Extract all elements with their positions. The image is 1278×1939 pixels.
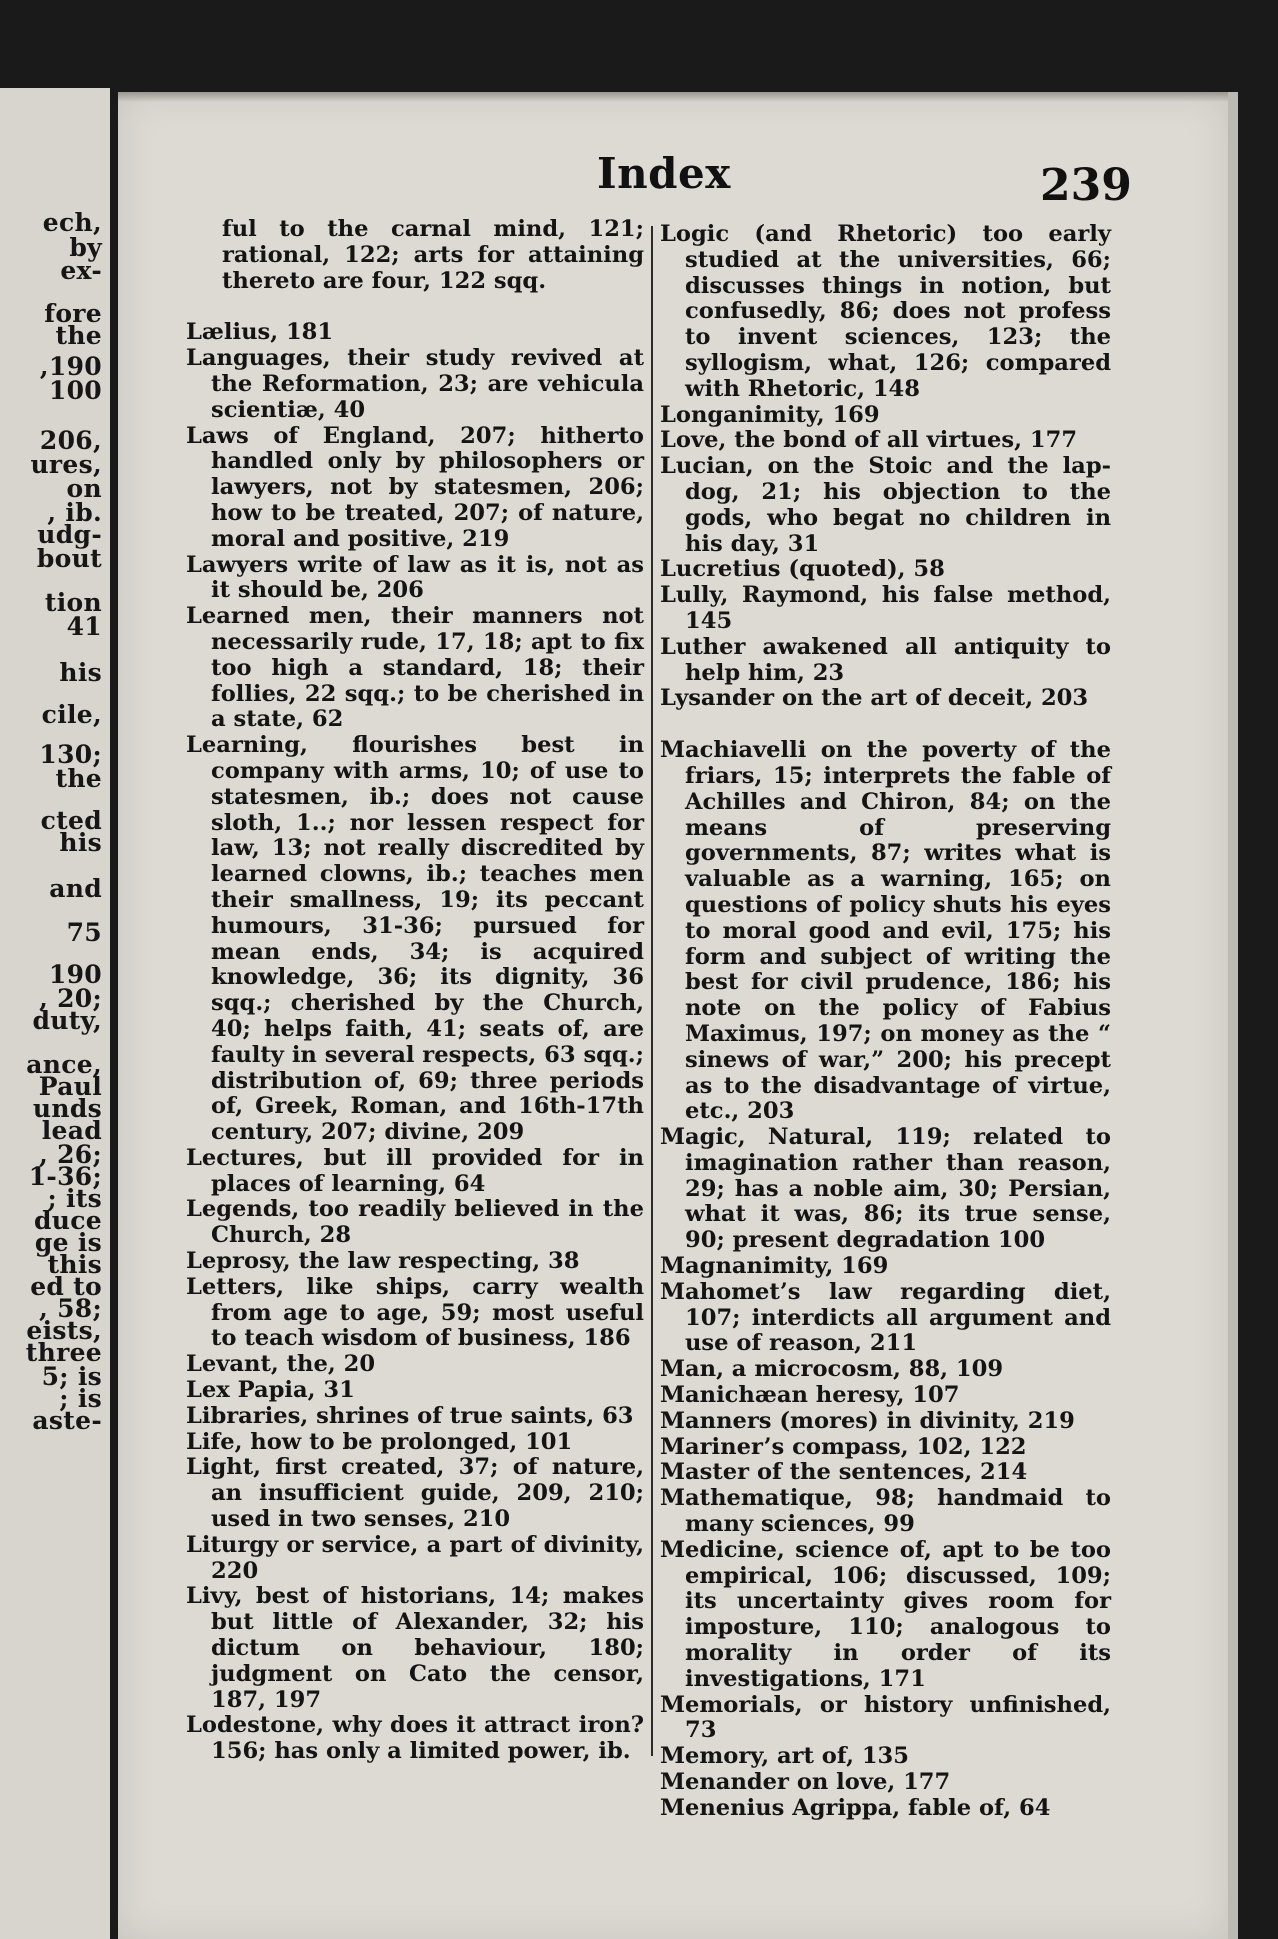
previous-page-fragment: 75 [66,918,102,947]
column-divider [651,226,653,1756]
index-entry: Lucretius (quoted), 58 [660,556,945,583]
previous-page-fragment: ed to [30,1272,102,1301]
index-entry: Menander on love, 177 [660,1769,951,1796]
index-entry: Laws of England, 207; hitherto handled only by philosophers or lawyers, not by statesmen, 206; how to be treated, 207; of nature, moral and positive, 219 [186,422,644,552]
previous-page-fragment: the [55,764,102,793]
index-entry: Lysander on the art of deceit, 203 [660,685,1089,712]
index-entry: Memory, art of, 135 [660,1743,909,1770]
previous-page-fragment: Paul [38,1072,102,1101]
previous-page-fragment: 5; is [41,1362,102,1391]
previous-page-fragment: duty, [32,1006,102,1035]
previous-page-fragment: three [25,1338,102,1367]
previous-page-strip [0,88,110,1939]
index-entry: Lex Papia, 31 [186,1377,355,1404]
index-entry: Mariner’s compass, 102, 122 [660,1433,1027,1460]
previous-page-fragment: udg- [37,520,102,549]
previous-page-fragment: aste- [32,1406,102,1435]
index-entry: Lawyers write of law as it is, not as it should be, 206 [186,551,644,604]
previous-page-fragment: by [69,233,102,262]
previous-page-fragment: tion [44,588,102,617]
index-entry: Light, first created, 37; of nature, an insufficient guide, 209, 210; used in two senses, 210 [186,1454,644,1533]
index-entry: Memorials, or history unfinished, 73 [660,1691,1111,1744]
index-column-left [186,217,644,1765]
index-entry: Man, a microcosm, 88, 109 [660,1356,1004,1383]
index-entry: Levant, the, 20 [186,1351,376,1378]
previous-page-fragment: 41 [66,612,102,641]
previous-page-fragment: and [49,874,102,903]
previous-page-fragment: duce [34,1206,102,1235]
previous-page-fragment: ex- [60,256,102,285]
index-entry: Manichæan heresy, 107 [660,1382,960,1409]
previous-page-fragment: eists, [26,1316,102,1345]
previous-page-fragment: ; is [59,1384,102,1413]
index-entry: Letters, like ships, carry wealth from age to age, 59; most useful to teach wisdom of business, 186 [186,1273,644,1352]
index-entry: Magic, Natural, 119; related to imagination rather than reason, 29; has a noble aim, 30; Persian, what it was, 86; its true sense, 90; present degradation 100 [660,1124,1111,1254]
previous-page-fragment: his [59,658,102,687]
index-entry: Mathematique, 98; handmaid to many sciences, 99 [660,1485,1111,1538]
previous-page-fragment: ,190 [39,352,102,381]
index-entry: Lectures, but ill provided for in places of learning, 64 [186,1144,644,1197]
index-entry: Longanimity, 169 [660,401,880,428]
index-entry: ful to the carnal mind, 121; rational, 122; arts for attaining thereto are four, 122 sqq. [222,216,644,294]
previous-page-fragment: , ib. [47,498,102,527]
previous-page-fragment: ge is [34,1228,102,1257]
previous-page-fragment: 100 [48,376,102,405]
index-entry: Medicine, science of, apt to be too empirical, 106; discussed, 109; its uncertainty gives room for imposture, 110; analogous to morality in order of its investigations, 171 [660,1536,1111,1692]
index-entry: Livy, best of historians, 14; makes but little of Alexander, 32; his dictum on behaviour, 180; judgment on Cato the censor, 187, 197 [186,1583,644,1713]
index-entry: Leprosy, the law respecting, 38 [186,1248,580,1275]
index-entry: Logic (and Rhetoric) too early studied at the universities, 66; discusses things in notion, but confusedly, 86; does not profess to invent sciences, 123; the syllogism, what, 126; compared with Rhetoric, 148 [660,221,1111,402]
previous-page-fragment: 130; [39,740,102,769]
index-entry: Lælius, 181 [186,319,334,346]
index-entry: Luther awakened all antiquity to help him, 23 [660,633,1111,686]
index-entry: Lucian, on the Stoic and the lap-dog, 21; his objection to the gods, who begat no children in his day, 31 [660,453,1111,557]
previous-page-fragment: the [55,321,102,350]
index-entry: Master of the sentences, 214 [660,1459,1028,1486]
previous-page-fragment: unds [32,1094,102,1123]
previous-page-fragment: 190 [48,960,102,989]
previous-page-fragment: bout [36,544,102,573]
previous-page-fragment: cted [40,806,102,835]
index-entry: Libraries, shrines of true saints, 63 [186,1402,634,1429]
index-entry: Menenius Agrippa, fable of, 64 [660,1794,1051,1821]
previous-page-fragment: 206, [39,426,102,455]
index-entry: Liturgy or service, a part of divinity, 220 [186,1531,644,1584]
previous-page-fragment: , 58; [39,1294,102,1323]
index-entry: Lodestone, why does it attract iron? 156; has only a limited power, ib. [186,1712,644,1765]
index-entry: Machiavelli on the poverty of the friars, 15; interprets the fable of Achilles and Chiron, 84; on the means of preserving governments, 87; writes what is valuable as a warning, 165; on questions of policy shuts his eyes to moral good and evil, 175; his form and subject of writing the best for civil prudence, 186; his note on the policy of Fabius Maximus, 197; on money as the “ sinews of war,” 200; his precept as to the disadvantage of virtue, etc., 203 [660,737,1111,1125]
index-entry: Life, how to be prolonged, 101 [186,1428,573,1455]
index-entry: Love, the bond of all virtues, 177 [660,427,1078,454]
index-entry: Learned men, their manners not necessarily rude, 17, 18; apt to fix too high a standard, 18; their follies, 22 sqq.; to be cherished in a state, 62 [186,603,644,733]
page-edge [1228,92,1238,1939]
previous-page-fragment: ance, [26,1050,102,1079]
index-entry: Learning, flourishes best in company with arms, 10; of use to statesmen, ib.; does not cause sloth, 1..; nor lessen respect for law, 13; not really discredited by learned clowns, ib.; teaches men their smallness, 19; its peccant humours, 31-36; pursued for mean ends, 34; is acquired knowledge, 36; its dignity, 36 sqq.; cherished by the Church, 40; helps faith, 41; seats of, are faulty in several respects, 63 sqq.; distribution of, 69; three periods of, Greek, Roman, and 16th-17th century, 207; divine, 209 [186,732,644,1146]
previous-page-fragment: ech, [42,208,102,237]
page-top-shadow [118,92,1228,102]
index-entry: Languages, their study revived at the Reformation, 23; are vehicula scientiæ, 40 [186,345,644,423]
previous-page-fragment: ures, [30,450,102,479]
index-entry: Mahomet’s law regarding diet, 107; interdicts all argument and use of reason, 211 [660,1278,1111,1357]
index-entry: Manners (mores) in divinity, 219 [660,1407,1075,1434]
index-entry: Legends, too readily believed in the Church, 28 [186,1196,644,1249]
index-entry: Magnanimity, 169 [660,1253,889,1280]
previous-page-fragment: on [66,474,102,503]
previous-page-fragment: , 26; [39,1140,102,1169]
previous-page-fragment: lead [41,1116,102,1145]
previous-page-fragment: 1-36; [28,1162,102,1191]
index-entry: Lully, Raymond, his false method, 145 [660,582,1111,634]
previous-page-fragment: ; its [47,1184,102,1213]
index-column-right [660,222,1111,1822]
previous-page-fragment: fore [44,299,102,328]
previous-page-fragment: his [59,828,102,857]
previous-page-fragment: cile, [41,700,102,729]
previous-page-fragment: , 20; [39,984,102,1013]
running-title: Index [597,149,731,198]
page-number: 239 [1040,160,1132,211]
previous-page-fragment: this [47,1250,102,1279]
